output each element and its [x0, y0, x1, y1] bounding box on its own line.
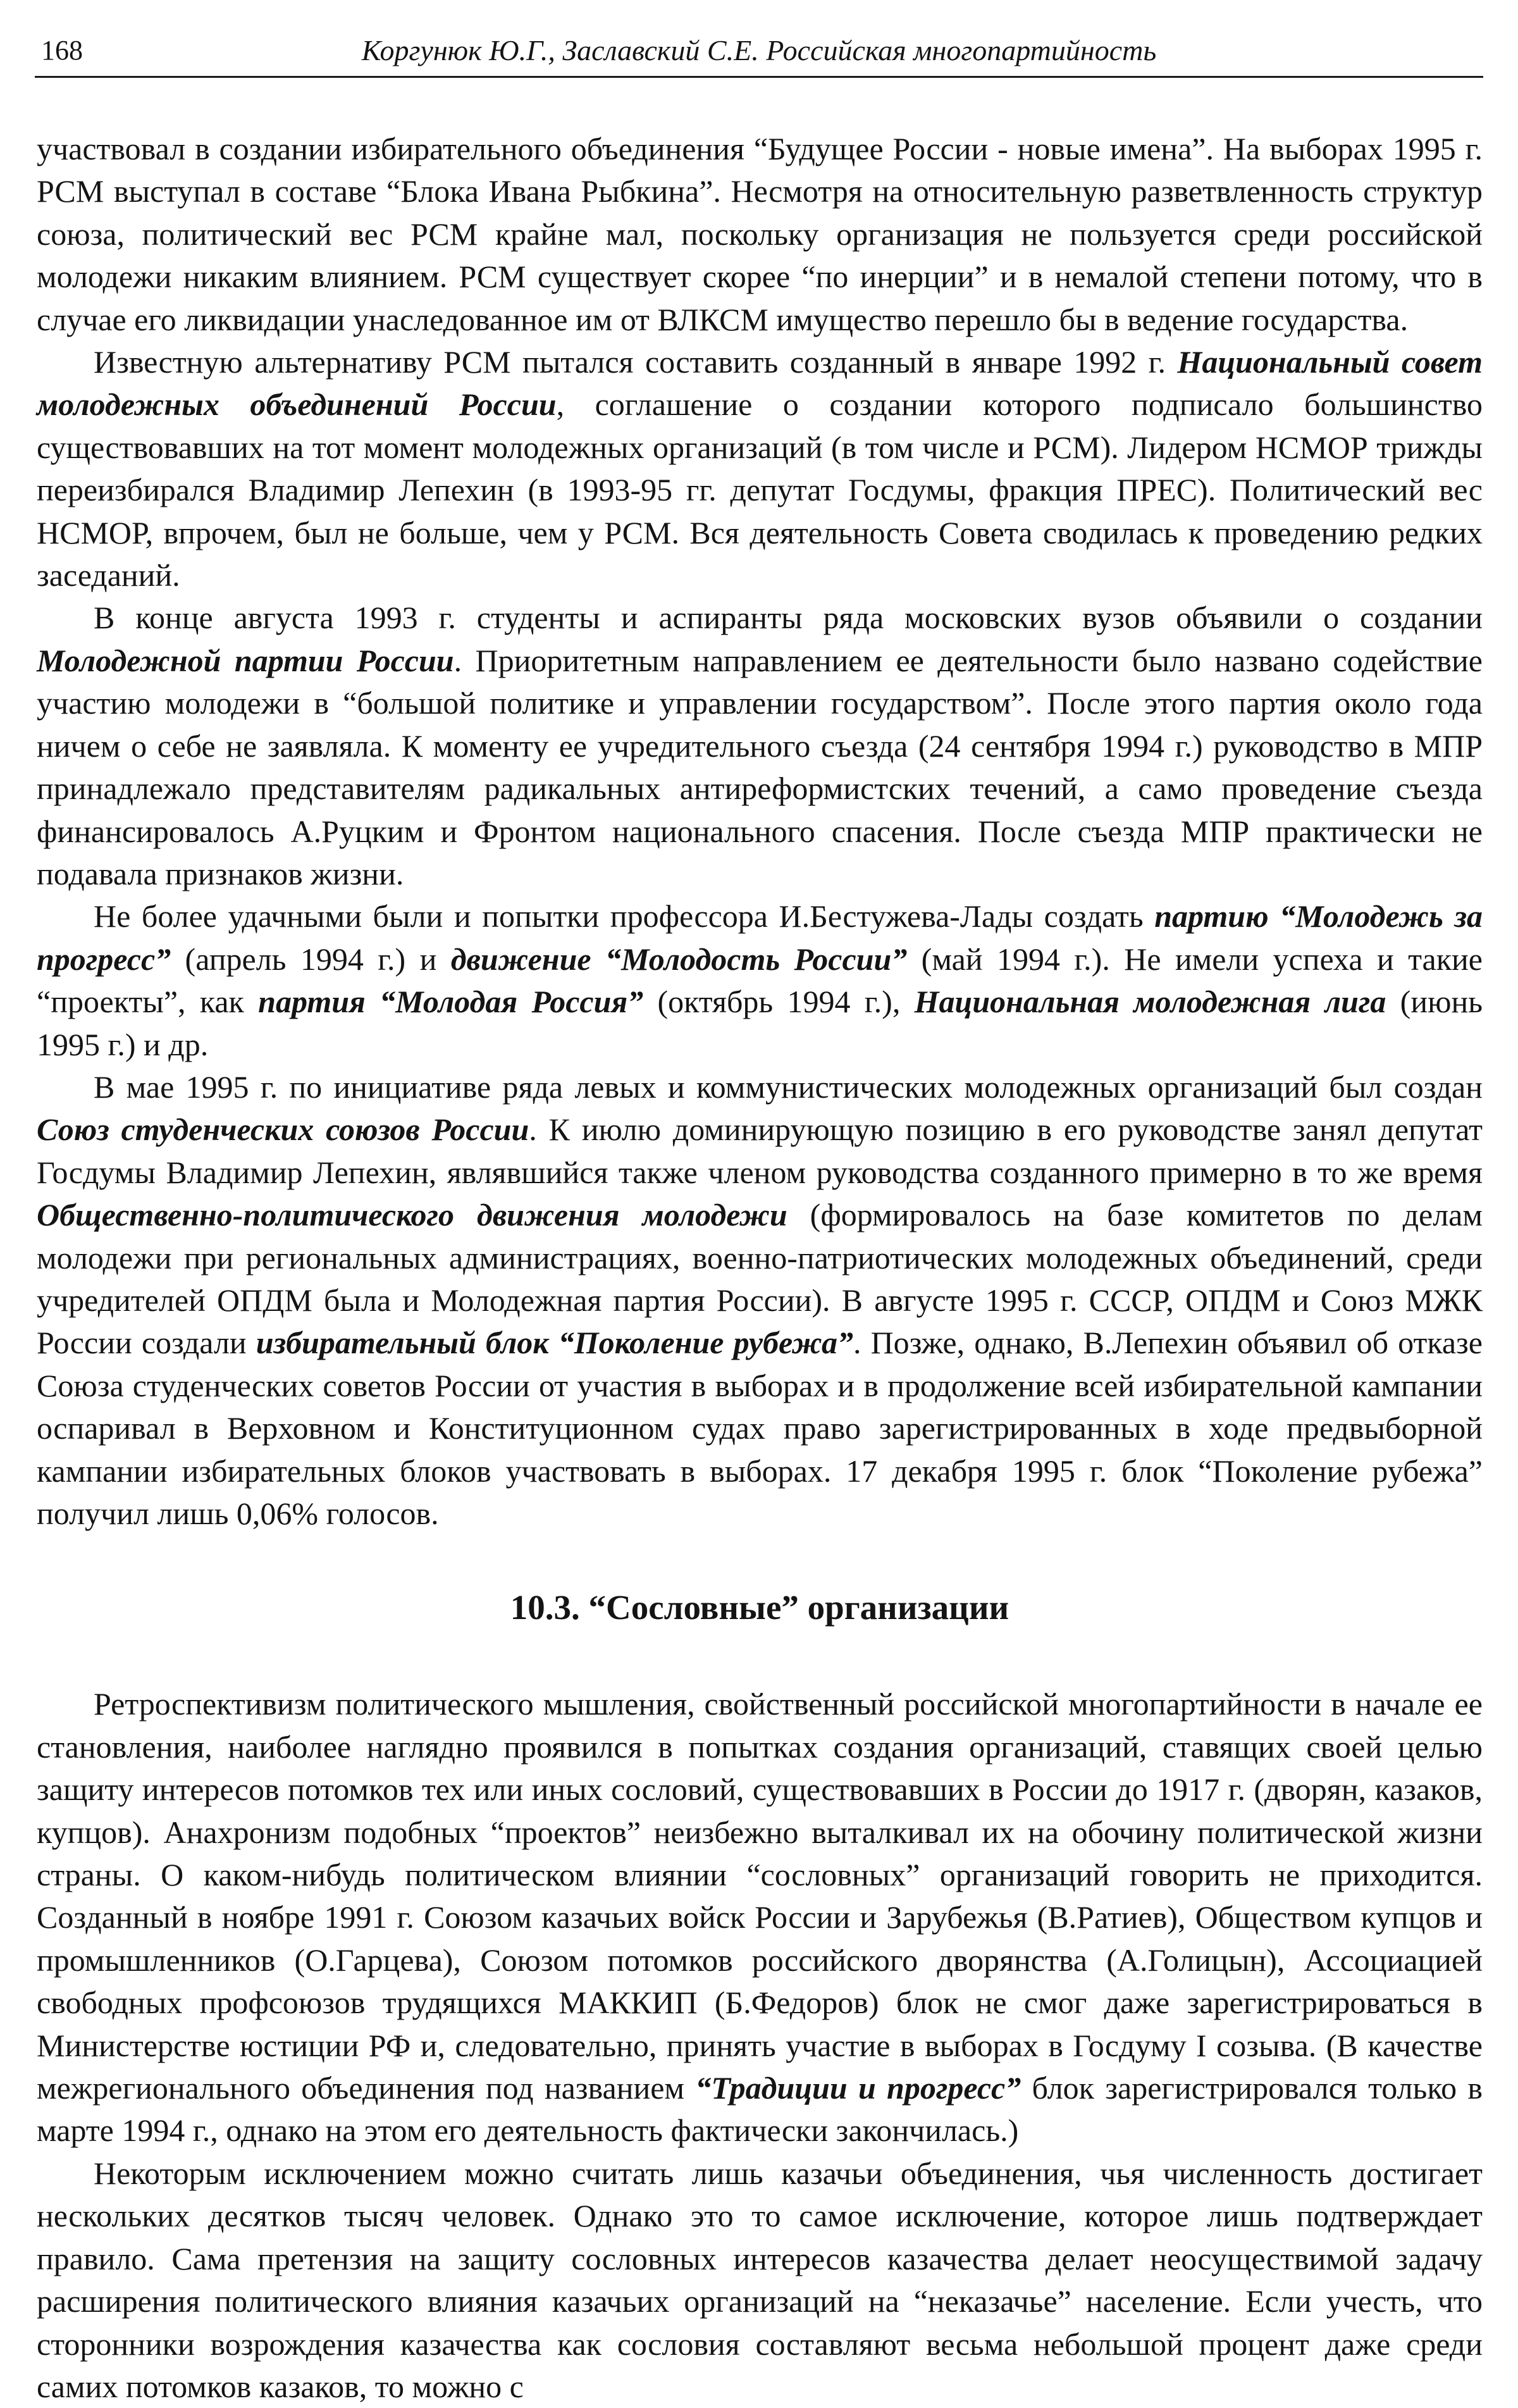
organization-name: “Традиции и прогресс” [695, 2070, 1021, 2106]
text-run: участвовал в создании избирательного объединения “Будущее России - новые имена”. На выборах 1995 г. РСМ выступал в составе “Блока Ивана Рыбкина”. Несмотря на относительную разветвленность структур союза, политический вес РСМ крайне мал, поскольку организация не пользуется среди российской молодежи никаким влиянием. РСМ существует скорее “по инерции” и в немалой степени потому, что в случае его ликвидации унаследованное им от ВЛКСМ имущество перешло бы в ведение государства. [37, 131, 1483, 337]
text-run: . К июлю доминирующую позицию в его руководстве занял депутат Госдумы Владимир Лепехин, являвшийся также членом руководства созданного примерно в то же время [37, 1112, 1483, 1190]
organization-name: движение “Молодость России” [450, 941, 908, 977]
organization-name: Союз студенческих союзов России [37, 1112, 529, 1148]
section-heading: 10.3. “Сословные” организации [510, 1588, 1009, 1627]
text-run: (май 1994 г.). Не имели успеха и такие “проекты”, как [37, 941, 1483, 1020]
text-run: блок зарегистрировался только в марте 1994 г., однако на этом его деятельность фактически закончилась.) [37, 2070, 1483, 2149]
paragraph [37, 1066, 1483, 1535]
text-run: Известную альтернативу РСМ пытался составить созданный в январе 1992 г. [94, 344, 1178, 380]
page-number: 168 [41, 35, 83, 66]
organization-name: партию “Молодежь за прогресс” [37, 898, 1483, 977]
text-run: (октябрь 1994 г.), [643, 984, 915, 1020]
text-run: Ретроспективизм политического мышления, свойственный российской многопартийности в начале ее становления, наиболее наглядно проявился в попытках создания организаций, ставящих своей целью защиту интересов потомков тех или иных сословий, существовавших в России до 1917 г. (дворян, казаков, купцов). Анахронизм подобных “проектов” неизбежно выталкивал их на обочину политической жизни страны. О каком-нибудь политическом влиянии “сословных” организаций говорить не приходится. Созданный в ноябре 1991 г. Союзом казачьих войск России и Зарубежья (В.Ратиев), Обществом купцов и промышленников (О.Гарцева), Союзом потомков российского дворянства (А.Голицын), Ассоциацией свободных профсоюзов трудящихся МАККИП (Б.Федоров) блок не смог даже зарегистрироваться в Министерстве юстиции РФ и, следовательно, принять участие в выборах в Госдуму I созыва. (В качестве межрегионального объединения под названием [37, 1686, 1483, 2106]
paragraph [37, 341, 1483, 597]
running-title: Коргунюк Ю.Г., Заславский С.Е. Российская многопартийность [361, 34, 1157, 66]
text-run: (формировалось на базе комитетов по делам молодежи при региональных администрациях, военно-патриотических молодежных объединений, среди учредителей ОПДМ была и Молодежная партия России). В августе 1995 г. СССР, ОПДМ и Союз МЖК России создали [37, 1197, 1483, 1361]
paragraph [37, 895, 1483, 1066]
text-run: Некоторым исключением можно считать лишь казачьи объединения, чья численность достигает нескольких десятков тысяч человек. Однако это то самое исключение, которое лишь подтверждает правило. Сама претензия на защиту сословных интересов казачества делает неосуществимой задачу расширения политического влияния казачьих организаций на “неказачье” население. Если учесть, что сторонники возрождения казачества как сословия составляют весьма небольшой процент даже среди самих потомков казаков, то можно с [37, 2155, 1483, 2404]
paragraphs-before-heading [37, 128, 1483, 1535]
organization-name: Национальная молодежная лига [914, 984, 1386, 1020]
text-run: . Позже, однако, В.Лепехин объявил об отказе Союза студенческих советов России от участия в выборах и в продолжение всей избирательной кампании оспаривал в Верховном и Конституционном судах право зарегистрированных в ходе предвыборной кампании избирательных блоков участвовать в выборах. 17 декабря 1995 г. блок “Поколение рубежа” получил лишь 0,06% голосов. [37, 1325, 1483, 1531]
paragraph [37, 1683, 1483, 2152]
text-run: , соглашение о создании которого подписало большинство существовавших на тот момент молодежных организаций (в том числе и РСМ). Лидером НСМОР трижды переизбирался Владимир Лепехин (в 1993-95 гг. депутат Госдумы, фракция ПРЕС). Политический вес НСМОР, впрочем, был не больше, чем у РСМ. Вся деятельность Совета сводилась к проведению редких заседаний. [37, 387, 1483, 593]
text-run: В мае 1995 г. по инициативе ряда левых и коммунистических молодежных организаций был создан [94, 1069, 1483, 1105]
running-header [35, 25, 1483, 78]
text-run: (июнь 1995 г.) и др. [37, 984, 1483, 1062]
text-run: (апрель 1994 г.) и [171, 941, 451, 977]
text-run: Не более удачными были и попытки профессора И.Бестужева-Лады создать [94, 898, 1155, 934]
organization-name: Общественно-политического движения молодежи [37, 1197, 787, 1233]
text-run: . Приоритетным направлением ее деятельности было названо содействие участию молодежи в “большой политике и управлении государством”. После этого партия около года ничем о себе не заявляла. К моменту ее учредительного съезда (24 сентября 1994 г.) руководство в МПР принадлежало представителям радикальных антиреформистских течений, а само проведение съезда финансировалось А.Руцким и Фронтом национального спасения. После съезда МПР практически не подавала признаков жизни. [37, 642, 1483, 891]
organization-name: Молодежной партии России [37, 642, 454, 678]
paragraph [37, 2152, 1483, 2408]
organization-name: избирательный блок “Поколение рубежа” [256, 1325, 853, 1361]
text-run: В конце августа 1993 г. студенты и аспиранты ряда московских вузов объявили о создании [94, 600, 1483, 636]
paragraphs-after-heading [37, 1683, 1483, 2408]
organization-name: Национальный совет молодежных объединений России [37, 344, 1483, 423]
paragraph [37, 597, 1483, 895]
page-body [37, 128, 1483, 2408]
organization-name: партия “Молодая Россия” [258, 984, 644, 1020]
paragraph [37, 128, 1483, 341]
